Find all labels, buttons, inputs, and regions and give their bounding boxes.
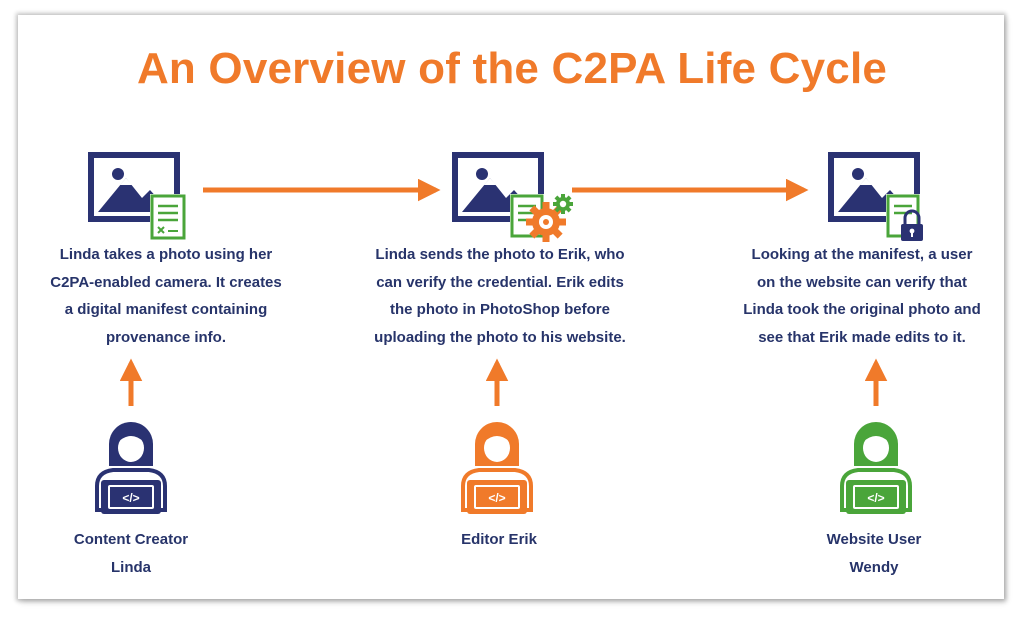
- step-description-3: [697, 241, 1024, 351]
- role-line: Linda: [111, 559, 151, 576]
- description-line: Looking at the manifest, a user: [751, 246, 973, 263]
- role-line: Editor Erik: [461, 531, 537, 548]
- photo-with-certificate-and-gears-icon: [452, 152, 573, 242]
- description-line: Linda took the original photo and: [743, 301, 981, 318]
- role-line: Website User: [826, 531, 922, 548]
- actor-label-erik: [389, 526, 609, 554]
- step-description-1: [1, 241, 331, 351]
- person-at-laptop-icon: [97, 422, 165, 514]
- role-line: Wendy: [849, 559, 899, 576]
- description-line: Linda takes a photo using her: [59, 246, 273, 263]
- description-line: on the website can verify that: [756, 273, 968, 291]
- actor-label-linda: [21, 526, 241, 582]
- role-line: Content Creator: [73, 531, 189, 548]
- laptop-code-glyph: </>: [122, 491, 140, 505]
- page-title: An Overview of the C2PA Life Cycle: [136, 44, 888, 93]
- laptop-code-glyph: </>: [488, 491, 506, 505]
- description-line: a digital manifest containing: [64, 301, 268, 318]
- description-line: the photo in PhotoShop before: [390, 301, 610, 318]
- actor-label-wendy: [764, 526, 984, 582]
- photo-with-certificate-icon: [88, 152, 186, 240]
- description-line: can verify the credential. Erik edits: [376, 273, 624, 291]
- person-at-laptop-icon: [463, 422, 531, 514]
- description-line: provenance info.: [105, 328, 227, 346]
- description-line: C2PA-enabled camera. It creates: [50, 273, 282, 291]
- description-line: see that Erik made edits to it.: [758, 328, 966, 346]
- description-line: Linda sends the photo to Erik, who: [375, 246, 625, 263]
- person-at-laptop-icon: [842, 422, 910, 514]
- laptop-code-glyph: </>: [867, 491, 885, 505]
- step-description-2: [333, 241, 667, 351]
- photo-with-certificate-and-lock-icon: [828, 152, 923, 241]
- small-gear-icon: [553, 194, 573, 214]
- description-line: uploading the photo to his website.: [374, 328, 626, 346]
